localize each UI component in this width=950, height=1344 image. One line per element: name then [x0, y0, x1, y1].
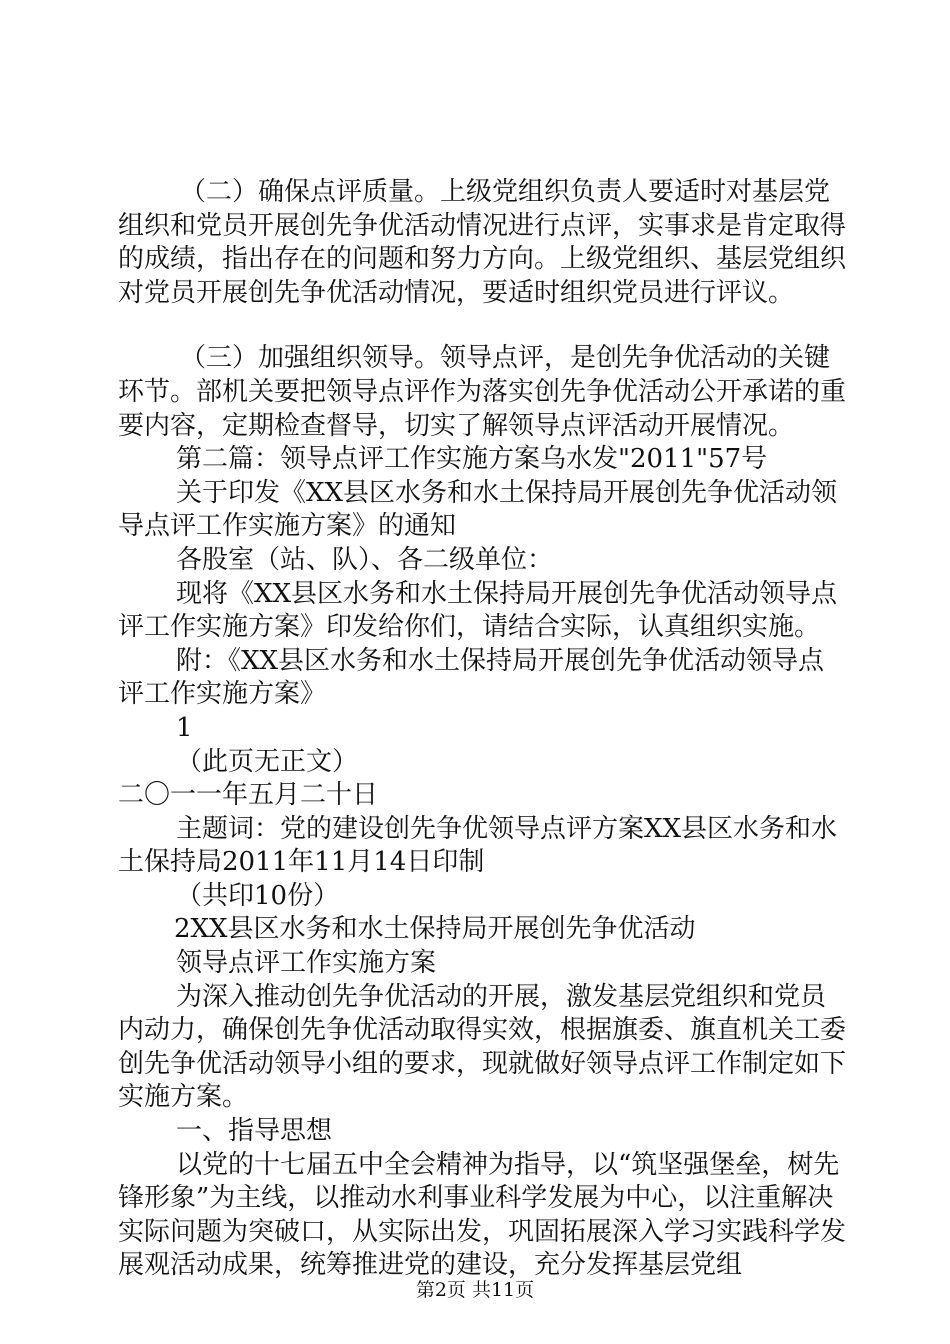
recipients-line: 各股室（站、队）、各二级单位：	[176, 544, 554, 575]
plan-title-line2: 领导点评工作实施方案	[176, 948, 437, 979]
page-footer: 第2页 共11页	[415, 1279, 535, 1301]
section-heading-part2: 第二篇：领导点评工作实施方案乌水发"2011"57号	[176, 444, 768, 475]
notice-title: 关于印发《XX县区水务和水土保持局开展创先争优活动领导点评工作实施方案》的通知	[118, 477, 838, 542]
paragraph-leadership: （三）加强组织领导。领导点评，是创先争优活动的关键环节。部机关要把领导点评作为落实创先争优活动公开承诺的重要内容，定期检查督导，切实了解领导点评活动开展情况。	[118, 343, 847, 441]
inline-page-number: 1	[176, 712, 193, 743]
no-body-note: （此页无正文）	[176, 746, 359, 777]
plan-intro: 为深入推动创先争优活动的开展，激发基层党组织和党员内动力，确保创先争优活动取得实效，根据旗委、旗直机关工委创先争优活动领导小组的要求，现就做好领导点评工作制定如下实施方案。	[118, 981, 847, 1113]
attachment-line: 附：《XX县区水务和水土保持局开展创先争优活动领导点评工作实施方案》	[118, 645, 825, 710]
print-count: （共印10份）	[176, 880, 340, 911]
guiding-thought-body: 以党的十七届五中全会精神为指导，以“筑坚强堡垒，树先锋形象”为主线，以推动水利事业科学发展为中心，以注重解决实际问题为突破口，从实际出发，巩固拓展深入学习实践科学发展观活动成果，统筹推进党的建设，充分发挥基层党组	[118, 1149, 847, 1281]
subject-words: 主题词：党的建设创先争优领导点评方案XX县区水务和水土保持局2011年11月14日印制	[118, 813, 838, 878]
document-body	[118, 176, 846, 1283]
paragraph-quality: （二）确保点评质量。上级党组织负责人要适时对基层党组织和党员开展创先争优活动情况进行点评，实事求是肯定取得的成绩，指出存在的问题和努力方向。上级党组织、基层党组织对党员开展创先争优活动情况，要适时组织党员进行评议。	[118, 177, 847, 308]
heading-guiding-thought: 一、指导思想	[176, 1116, 333, 1147]
plan-title-line1: 2XX县区水务和水土保持局开展创先争优活动	[174, 914, 696, 945]
document-date: 二〇一一年五月二十日	[118, 780, 379, 811]
notice-body: 现将《XX县区水务和水土保持局开展创先争优活动领导点评工作实施方案》印发给你们，请结合实际，认真组织实施。	[118, 578, 838, 643]
